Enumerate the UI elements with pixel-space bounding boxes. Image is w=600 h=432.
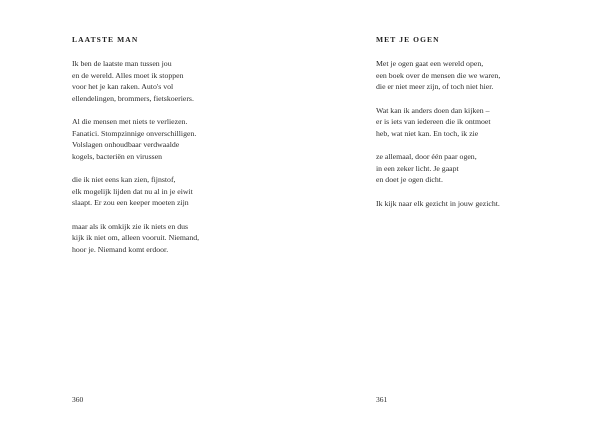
- poem-line: die er niet meer zijn, of toch niet hier.: [376, 82, 494, 91]
- poem-line: Ik ben de laatste man tussen jou: [72, 59, 172, 68]
- stanza: [72, 58, 199, 104]
- poem-line: heb, wat niet kan. En toch, ik zie: [376, 128, 479, 138]
- poem-line: die ik niet eens kan zien, fijnstof,: [72, 175, 176, 184]
- poem-line: Met je ogen gaat een wereld open,: [376, 59, 484, 68]
- poem-line: kijk ik niet om, alleen vooruit. Niemand,: [72, 233, 200, 242]
- poem-line: elk mogelijk lijden dat nu al in je eiwit: [72, 186, 193, 196]
- poem-body: [376, 58, 500, 221]
- stanza: [376, 58, 500, 93]
- poem-line: een boek over de mensen die we waren,: [376, 70, 501, 80]
- poem-line: Fanatici. Stompzinnige onverschilligen.: [72, 128, 197, 138]
- poem-line: en doet je ogen dicht.: [376, 175, 443, 184]
- poem-line: hoor je. Niemand komt erdoor.: [72, 244, 169, 254]
- stanza: [72, 116, 199, 162]
- poem-line: Volslagen onhoudbaar verdwaalde: [72, 140, 180, 149]
- poem-title: LAATSTE MAN: [72, 35, 139, 44]
- poem-line: voor het je kan raken. Auto's vol: [72, 82, 174, 91]
- poem-line: maar als ik omkijk zie ik niets en dus: [72, 221, 189, 231]
- stanza: [376, 198, 500, 210]
- stanza: [72, 221, 199, 256]
- poem-line: ellendelingen, brommers, fietskoeriers.: [72, 93, 194, 103]
- page-number: 360: [72, 395, 84, 404]
- poem-line: en de wereld. Alles moet ik stoppen: [72, 70, 184, 80]
- right-page: [300, 0, 600, 432]
- poem-line: er is iets van iedereen die ik ontmoet: [376, 117, 491, 126]
- poem-line: Al die mensen met niets te verliezen.: [72, 117, 188, 126]
- page-number: 361: [376, 395, 388, 404]
- poem-line: slaapt. Er zou een keeper moeten zijn: [72, 198, 189, 207]
- stanza: [376, 105, 500, 140]
- poem-title: MET JE OGEN: [376, 35, 440, 44]
- poem-line: in een zeker licht. Je gaapt: [376, 163, 459, 173]
- poem-line: Ik kijk naar elk gezicht in jouw gezicht.: [376, 198, 500, 208]
- stanza: [72, 174, 199, 209]
- poem-line: ze allemaal, door één paar ogen,: [376, 152, 477, 161]
- poem-body: [72, 58, 199, 267]
- poem-line: kogels, bacteriën en virussen: [72, 151, 163, 161]
- stanza: [376, 151, 500, 186]
- poem-line: Wat kan ik anders doen dan kijken –: [376, 105, 490, 115]
